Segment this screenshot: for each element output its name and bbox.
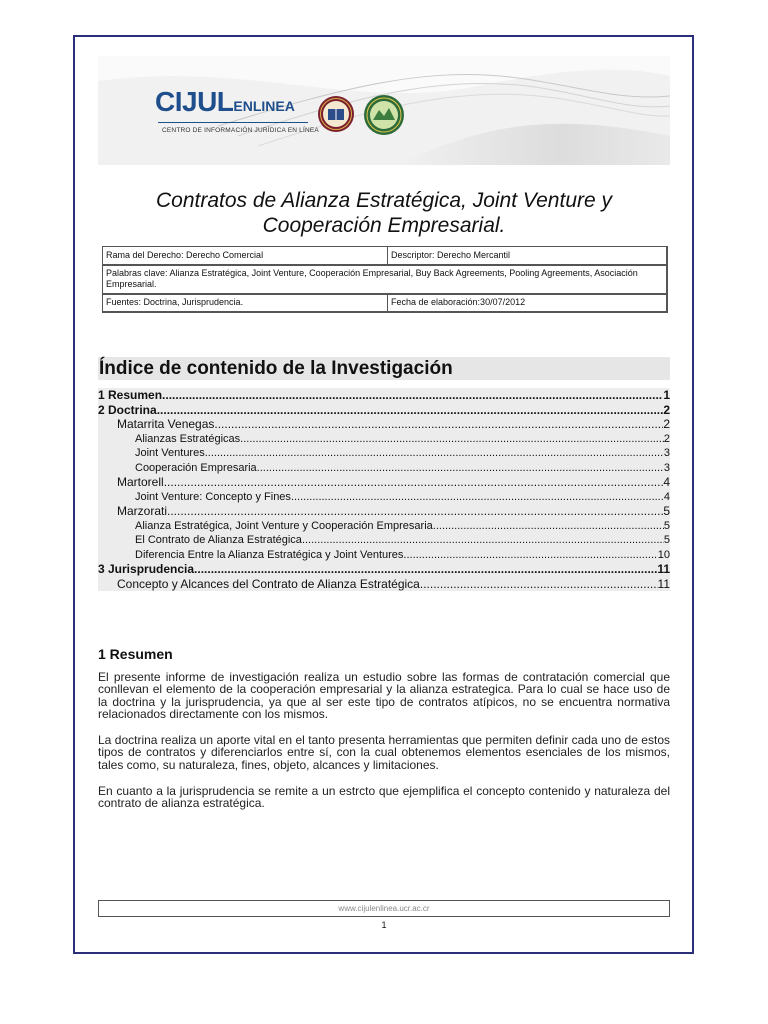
toc-entry[interactable] xyxy=(98,490,670,505)
toc-entry[interactable] xyxy=(98,519,670,534)
toc-leader-dots xyxy=(194,562,657,577)
cijul-logo: CIJULENLINEA xyxy=(155,86,295,117)
toc-entry-page: 11 xyxy=(657,562,670,576)
toc-entry-title: Concepto y Alcances del Contrato de Alianza Estratégica xyxy=(117,576,420,591)
toc-entry-page: 10 xyxy=(657,548,670,561)
toc-entry-title: Diferencia Entre la Alianza Estratégica y Joint Ventures xyxy=(135,548,404,561)
toc-entry-page: 2 xyxy=(663,402,670,417)
document-title: Contratos de Alianza Estratégica, Joint Venture y Cooperación Empresarial. xyxy=(155,189,613,237)
resumen-paragraph-3: En cuanto a la jurisprudencia se remite a un estrcto que ejemplifica el concepto contenido y naturaleza del contrato de alianza estratégica. xyxy=(98,784,670,811)
toc-leader-dots xyxy=(420,577,658,592)
toc-entry[interactable] xyxy=(98,533,670,548)
toc-entry-title: Martorell xyxy=(117,475,164,489)
toc-leader-dots xyxy=(205,446,664,461)
toc-entry[interactable] xyxy=(98,388,670,403)
page-number: 1 xyxy=(381,920,387,930)
toc-entry[interactable] xyxy=(98,432,670,447)
meta-rama: Rama del Derecho: Derecho Comercial xyxy=(103,247,388,265)
toc-entry[interactable] xyxy=(98,461,670,476)
index-heading: Índice de contenido de la Investigación xyxy=(98,357,670,380)
toc-entry[interactable] xyxy=(98,504,670,519)
toc-entry[interactable] xyxy=(98,475,670,490)
toc-entry-title: 2 Doctrina xyxy=(98,402,157,417)
toc-entry-title: Alianza Estratégica, Joint Venture y Cooperación Empresaria xyxy=(135,519,433,532)
toc-entry-title: Alianzas Estratégicas xyxy=(135,432,241,445)
toc-entry-page: 4 xyxy=(663,490,670,503)
toc-entry-title: 3 Jurisprudencia xyxy=(98,562,195,576)
toc-entry[interactable] xyxy=(98,562,670,577)
toc-entry-title: El Contrato de Alianza Estratégica xyxy=(135,534,302,546)
section-heading-resumen: 1 Resumen xyxy=(98,646,173,662)
toc-leader-dots xyxy=(214,417,663,432)
table-of-contents xyxy=(98,388,670,591)
meta-palabras-clave: Palabras clave: Alianza Estratégica, Joint Venture, Cooperación Empresarial, Buy Back Agreements, Pooling Agreements, Asociación Empresarial. xyxy=(103,265,667,294)
toc-entry-page: 1 xyxy=(663,388,670,402)
meta-fecha: Fecha de elaboración:30/07/2012 xyxy=(388,294,667,312)
resumen-paragraph-2: La doctrina realiza un aporte vital en el tanto presenta herramientas que permiten definir cada uno de estos tipos de contratos y diferenciarlos entre sí, con la cual obtenemos elementos esenciales de los mismos, tales como, su naturaleza, fines, objeto, alcances y limitaciones. xyxy=(98,733,670,772)
toc-entry-page: 5 xyxy=(663,519,670,532)
toc-entry-title: Joint Venture: Concepto y Fines xyxy=(135,490,291,503)
toc-entry[interactable] xyxy=(98,403,670,418)
toc-leader-dots xyxy=(164,475,664,490)
toc-entry-page: 3 xyxy=(663,447,670,459)
meta-descriptor: Descriptor: Derecho Mercantil xyxy=(388,247,667,265)
toc-entry-page: 2 xyxy=(663,432,670,445)
toc-entry-page: 5 xyxy=(663,504,670,518)
toc-leader-dots xyxy=(240,432,664,447)
toc-leader-dots xyxy=(403,548,657,563)
toc-leader-dots xyxy=(291,490,664,505)
faculty-seal-icon xyxy=(363,94,405,136)
meta-fuentes: Fuentes: Doctrina, Jurisprudencia. xyxy=(103,294,388,312)
toc-entry-page: 4 xyxy=(663,475,670,489)
university-seal-icon xyxy=(317,95,355,133)
footer-url[interactable]: www.cijulenlinea.ucr.ac.cr xyxy=(98,900,670,917)
toc-leader-dots xyxy=(257,461,664,476)
toc-entry[interactable] xyxy=(98,548,670,563)
toc-entry[interactable] xyxy=(98,446,670,461)
toc-entry[interactable] xyxy=(98,417,670,432)
toc-entry-title: Matarrita Venegas xyxy=(117,417,215,431)
header-banner xyxy=(98,56,670,165)
toc-leader-dots xyxy=(157,403,664,418)
toc-entry-page: 3 xyxy=(663,461,670,474)
logo-underline xyxy=(158,122,308,123)
toc-leader-dots xyxy=(302,533,664,548)
toc-entry-page: 2 xyxy=(663,417,670,431)
toc-entry-title: 1 Resumen xyxy=(98,388,163,402)
toc-leader-dots xyxy=(162,388,663,403)
metadata-table xyxy=(102,246,667,312)
toc-leader-dots xyxy=(433,519,664,534)
logo-subtitle: CENTRO DE INFORMACIÓN JURÍDICA EN LÍNEA xyxy=(162,127,319,134)
resumen-paragraph-1: El presente informe de investigación realiza un estudio sobre las formas de contratación comercial que conllevan el elemento de la cooperación empresarial y la alianza estrategica. Para lo cual se hace uso de la doctrina y la jurisprudencia, ya que al ser este tipo de contratos atípicos, no se encuentra normativa relacionados directamente con los mismos. xyxy=(98,670,670,721)
toc-entry[interactable] xyxy=(98,577,670,592)
toc-entry-title: Joint Ventures xyxy=(135,447,205,459)
toc-entry-title: Cooperación Empresaria xyxy=(135,461,257,474)
toc-leader-dots xyxy=(167,504,663,519)
toc-entry-title: Marzorati xyxy=(117,504,168,518)
toc-entry-page: 5 xyxy=(663,534,670,546)
toc-entry-page: 11 xyxy=(657,576,670,591)
